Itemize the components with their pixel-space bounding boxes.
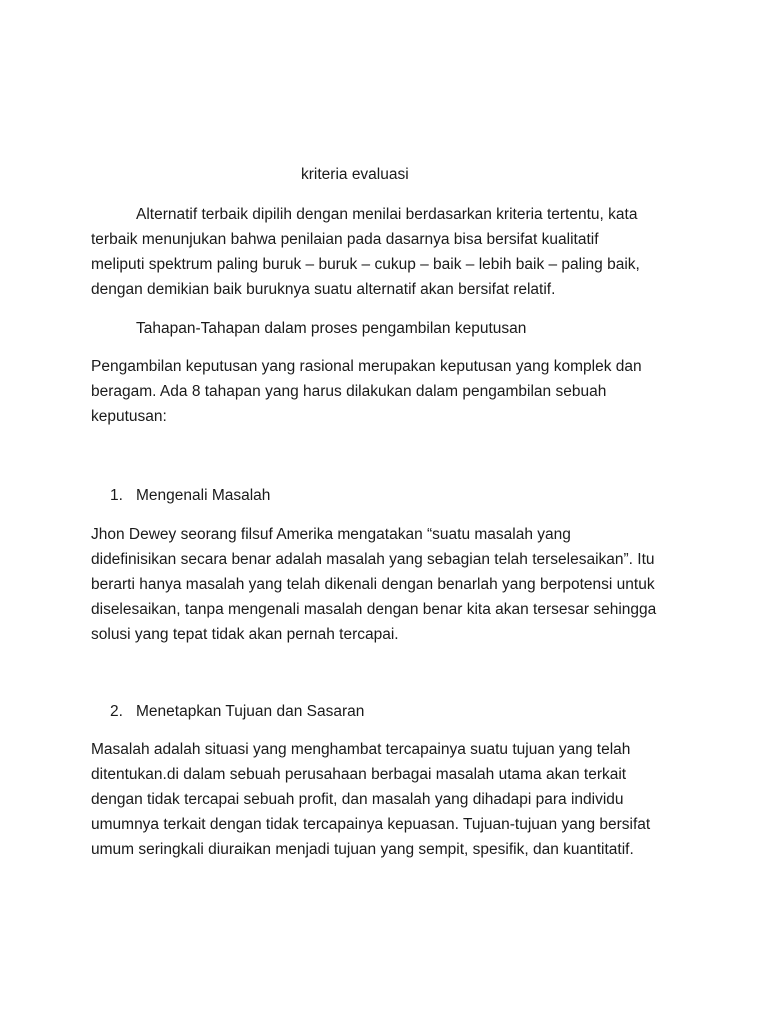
paragraph-line: solusi yang tepat tidak akan pernah tercapai. [91,626,399,643]
paragraph-line: Jhon Dewey seorang filsuf Amerika mengatakan “suatu masalah yang [91,526,571,543]
document-title: kriteria evaluasi [301,166,409,183]
paragraph-line: dengan tidak tercapai sebuah profit, dan masalah yang dihadapi para individu [91,791,624,808]
paragraph-line: keputusan: [91,408,167,425]
paragraph-line: Alternatif terbaik dipilih dengan menilai berdasarkan kriteria tertentu, kata [136,206,638,223]
paragraph-line: diselesaikan, tanpa mengenali masalah dengan benar kita akan tersesar sehingga [91,601,657,618]
paragraph-line: meliputi spektrum paling buruk – buruk – cukup – baik – lebih baik – paling baik, [91,256,640,273]
paragraph-line: didefinisikan secara benar adalah masalah yang sebagian telah terselesaikan”. Itu [91,551,655,568]
paragraph-line: umum seringkali diuraikan menjadi tujuan yang sempit, spesifik, dan kuantitatif. [91,841,634,858]
paragraph-line: dengan demikian baik buruknya suatu alternatif akan bersifat relatif. [91,281,556,298]
list-number: 1. [110,487,123,504]
paragraph-line: ditentukan.di dalam sebuah perusahaan berbagai masalah utama akan terkait [91,766,627,783]
paragraph-line: beragam. Ada 8 tahapan yang harus dilakukan dalam pengambilan sebuah [91,383,607,400]
paragraph-line: Masalah adalah situasi yang menghambat tercapainya suatu tujuan yang telah [91,741,631,758]
paragraph-line: umumnya terkait dengan tidak tercapainya kepuasan. Tujuan-tujuan yang bersifat [91,816,651,833]
section-heading: Tahapan-Tahapan dalam proses pengambilan keputusan [136,320,527,337]
list-number: 2. [110,703,123,720]
paragraph-line: Pengambilan keputusan yang rasional merupakan keputusan yang komplek dan [91,358,642,375]
paragraph-line: terbaik menunjukan bahwa penilaian pada dasarnya bisa bersifat kualitatif [91,231,599,248]
list-item-title: Mengenali Masalah [136,487,271,504]
list-item-title: Menetapkan Tujuan dan Sasaran [136,703,365,720]
paragraph-line: berarti hanya masalah yang telah dikenali dengan benarlah yang berpotensi untuk [91,576,655,593]
